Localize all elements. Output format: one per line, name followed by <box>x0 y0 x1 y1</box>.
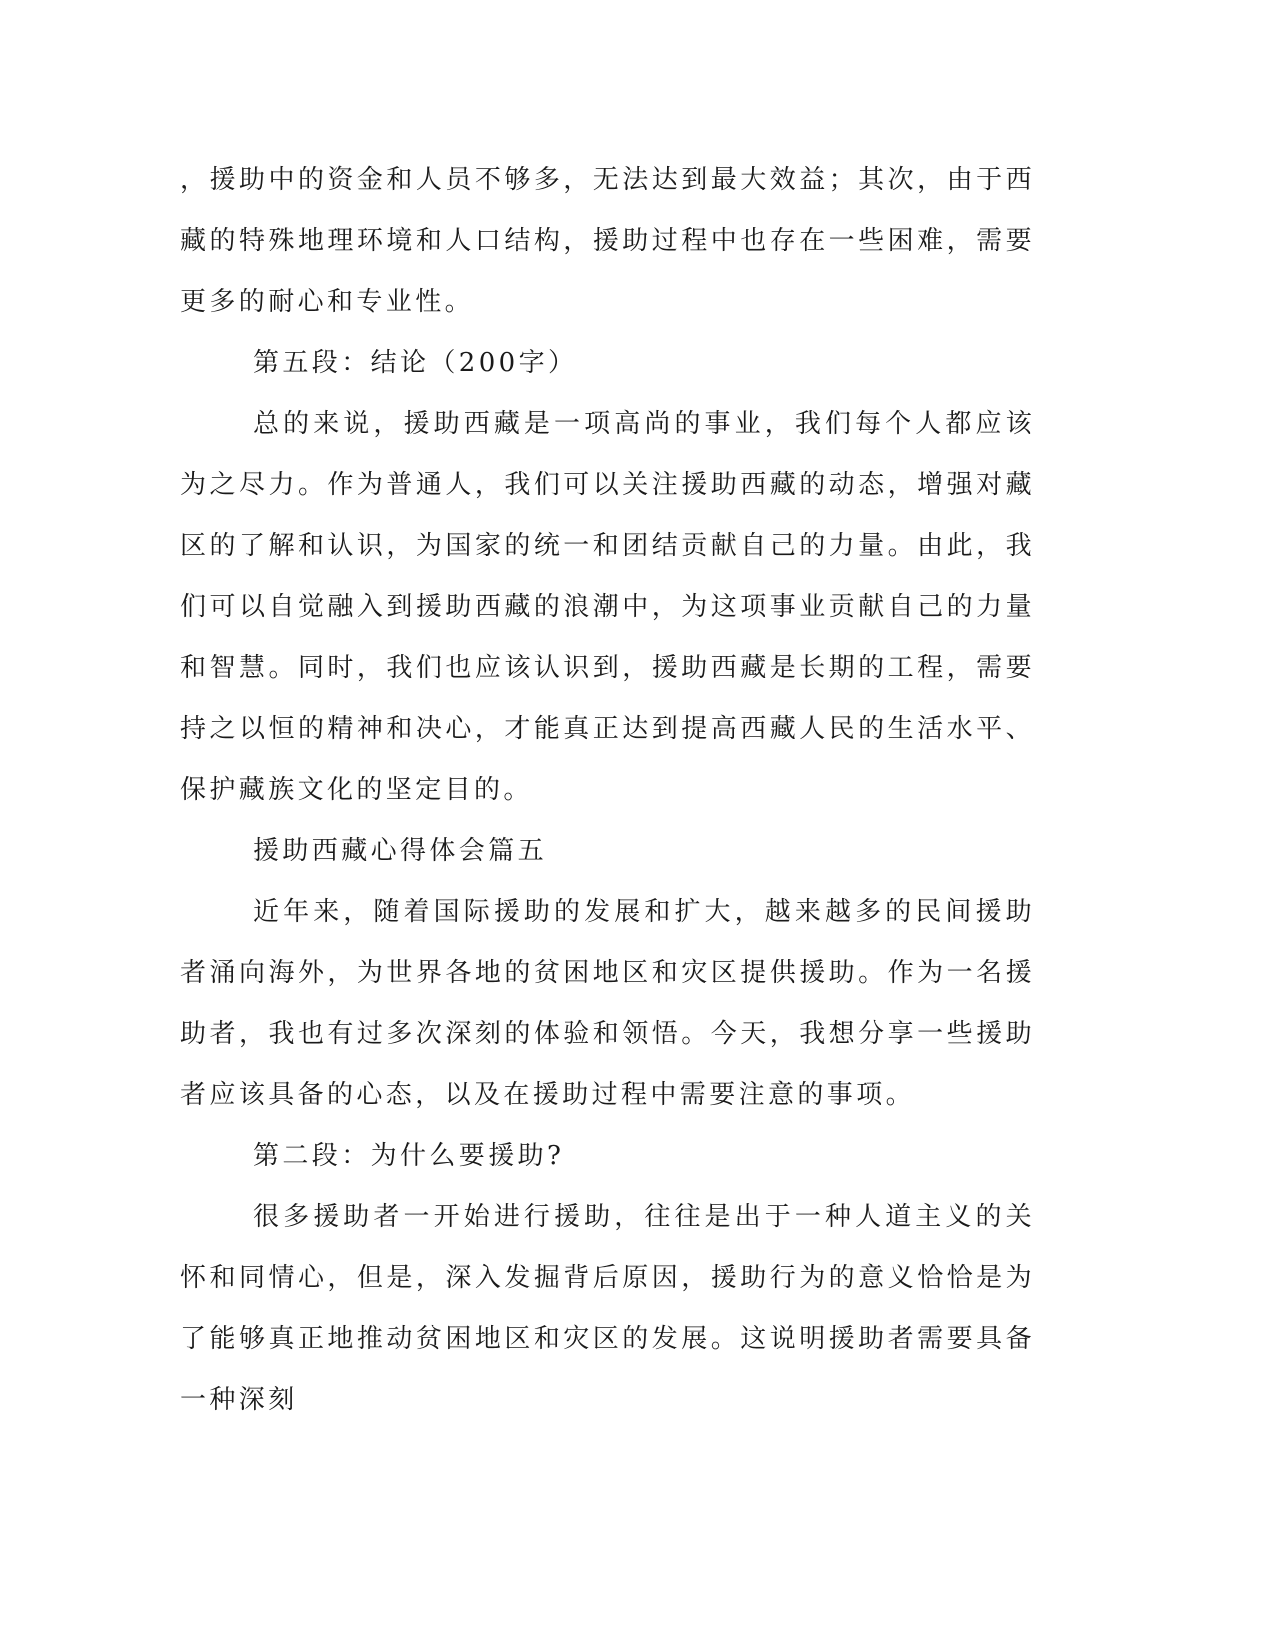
document-body <box>180 150 1035 1431</box>
paragraph-why-aid: 很多援助者一开始进行援助，往往是出于一种人道主义的关怀和同情心，但是，深入发掘背后原因，援助行为的意义恰恰是为了能够真正地推动贫困地区和灾区的发展。这说明援助者需要具备一种深刻 <box>180 1202 1035 1415</box>
section-heading-conclusion: 第五段：结论（200字） <box>253 348 578 378</box>
paragraph-introduction: 近年来，随着国际援助的发展和扩大，越来越多的民间援助者涌向海外，为世界各地的贫困地区和灾区提供援助。作为一名援助者，我也有过多次深刻的体验和领悟。今天，我想分享一些援助者应该具备的心态，以及在援助过程中需要注意的事项。 <box>180 897 1035 1110</box>
section-heading-why-aid: 第二段：为什么要援助? <box>253 1141 565 1171</box>
paragraph-continuation: ，援助中的资金和人员不够多，无法达到最大效益；其次，由于西藏的特殊地理环境和人口结构，援助过程中也存在一些困难，需要更多的耐心和专业性。 <box>180 165 1035 317</box>
paragraph-conclusion: 总的来说，援助西藏是一项高尚的事业，我们每个人都应该为之尽力。作为普通人，我们可以关注援助西藏的动态，增强对藏区的了解和认识，为国家的统一和团结贡献自己的力量。由此，我们可以自觉融入到援助西藏的浪潮中，为这项事业贡献自己的力量和智慧。同时，我们也应该认识到，援助西藏是长期的工程，需要持之以恒的精神和决心，才能真正达到提高西藏人民的生活水平、保护藏族文化的坚定目的。 <box>180 409 1035 805</box>
article-heading-part-five: 援助西藏心得体会篇五 <box>253 836 548 866</box>
